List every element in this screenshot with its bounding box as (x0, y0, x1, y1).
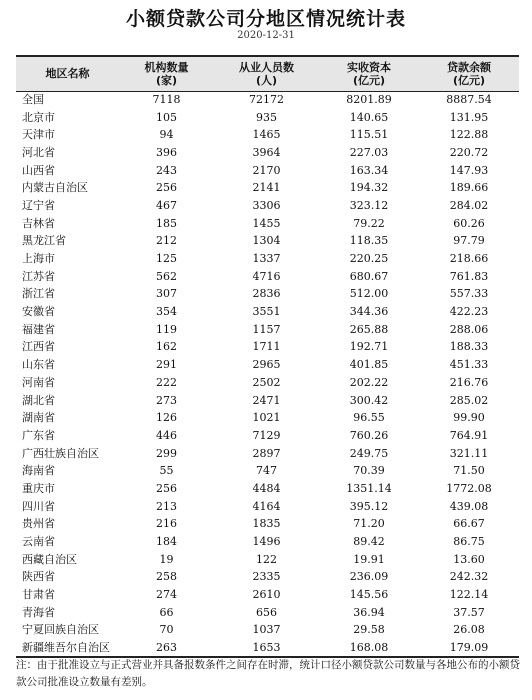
table-row (16, 409, 519, 427)
cell-employees: 1337 (252, 252, 281, 266)
table-body (16, 91, 519, 657)
table-row (16, 356, 519, 374)
cell-employees: 2335 (252, 570, 281, 584)
cell-institutions: 185 (156, 216, 177, 230)
cell-paid-in-capital: 36.94 (353, 605, 385, 619)
table-row (16, 91, 519, 109)
report-date: 2020-12-31 (237, 30, 295, 41)
cell-employees: 1835 (252, 517, 281, 531)
cell-institutions: 446 (156, 428, 177, 442)
cell-loan-balance: 220.72 (449, 145, 489, 159)
cell-loan-balance: 26.08 (453, 623, 485, 637)
cell-region: 北京市 (22, 110, 55, 124)
cell-paid-in-capital: 194.32 (349, 181, 389, 195)
cell-region: 青海省 (22, 605, 55, 619)
cell-paid-in-capital: 71.20 (353, 517, 385, 531)
cell-loan-balance: 764.91 (449, 428, 489, 442)
cell-employees: 1496 (252, 535, 281, 549)
cell-loan-balance: 761.83 (449, 269, 489, 283)
cell-employees: 4164 (252, 499, 281, 513)
cell-institutions: 94 (159, 128, 174, 142)
table-row (16, 286, 519, 304)
cell-employees: 1653 (214, 639, 319, 657)
cell-paid-in-capital: 202.22 (349, 375, 389, 389)
cell-paid-in-capital: 192.71 (349, 340, 389, 354)
cell-region: 海南省 (22, 464, 55, 478)
cell-loan-balance: 1772.08 (446, 481, 492, 495)
cell-region: 河北省 (22, 145, 55, 159)
cell-employees: 2836 (252, 287, 281, 301)
table-row (16, 374, 519, 392)
column-header-institutions: 机构数量 (家) (119, 56, 214, 91)
table-row (16, 321, 519, 339)
cell-loan-balance: 131.95 (449, 110, 489, 124)
cell-paid-in-capital: 70.39 (353, 464, 385, 478)
cell-institutions: 19 (159, 552, 174, 566)
table-header-row (16, 56, 519, 91)
cell-institutions: 105 (156, 110, 177, 124)
cell-loan-balance: 122.14 (449, 588, 489, 602)
cell-region: 内蒙古自治区 (22, 181, 88, 195)
cell-institutions: 162 (156, 340, 177, 354)
cell-paid-in-capital: 1351.14 (346, 481, 392, 495)
cell-employees: 2897 (252, 446, 281, 460)
cell-institutions: 467 (156, 198, 177, 212)
cell-employees: 7129 (252, 428, 281, 442)
cell-region: 重庆市 (22, 481, 55, 495)
cell-loan-balance: 218.66 (449, 252, 489, 266)
cell-institutions: 299 (156, 446, 177, 460)
table-row (16, 233, 519, 251)
cell-institutions: 216 (156, 517, 177, 531)
cell-loan-balance: 288.06 (449, 322, 489, 336)
column-header-region: 地区名称 (16, 56, 119, 91)
cell-loan-balance: 557.33 (449, 287, 489, 301)
cell-employees: 935 (256, 110, 277, 124)
cell-paid-in-capital: 680.67 (349, 269, 389, 283)
cell-paid-in-capital: 227.03 (349, 145, 389, 159)
cell-loan-balance: 122.88 (449, 128, 489, 142)
cell-employees: 122 (256, 552, 277, 566)
cell-institutions: 7118 (152, 93, 181, 107)
cell-institutions: 263 (119, 639, 214, 657)
cell-employees: 4716 (252, 269, 281, 283)
table-row (16, 339, 519, 357)
table-row (16, 179, 519, 197)
cell-loan-balance: 451.33 (449, 358, 489, 372)
table-row (16, 303, 519, 321)
table-row (16, 215, 519, 233)
statistics-table (16, 55, 519, 658)
cell-region: 云南省 (22, 535, 55, 549)
table-row (16, 162, 519, 180)
cell-loan-balance: 188.33 (449, 340, 489, 354)
cell-institutions: 70 (159, 623, 174, 637)
cell-loan-balance: 321.11 (449, 446, 489, 460)
cell-region: 吉林省 (22, 216, 55, 230)
cell-institutions: 243 (156, 163, 177, 177)
cell-employees: 747 (256, 464, 277, 478)
cell-paid-in-capital: 265.88 (349, 322, 389, 336)
page-title: 小额贷款公司分地区情况统计表 (125, 8, 406, 30)
cell-loan-balance: 189.66 (449, 181, 489, 195)
cell-region: 黑龙江省 (22, 234, 66, 248)
cell-loan-balance: 97.79 (453, 234, 485, 248)
cell-paid-in-capital: 118.35 (349, 234, 389, 248)
cell-region: 山西省 (22, 163, 55, 177)
cell-loan-balance: 60.26 (453, 216, 485, 230)
cell-region: 甘肃省 (22, 588, 55, 602)
cell-region: 安徽省 (22, 305, 55, 319)
table-row (16, 427, 519, 445)
cell-employees: 1037 (252, 623, 281, 637)
cell-loan-balance: 439.08 (449, 499, 489, 513)
cell-loan-balance: 66.67 (453, 517, 485, 531)
table-row (16, 109, 519, 127)
cell-institutions: 256 (156, 181, 177, 195)
cell-paid-in-capital: 96.55 (353, 411, 385, 425)
cell-institutions: 273 (156, 393, 177, 407)
cell-institutions: 125 (156, 252, 177, 266)
cell-paid-in-capital: 79.22 (353, 216, 385, 230)
cell-loan-balance: 86.75 (453, 535, 485, 549)
cell-institutions: 212 (156, 234, 177, 248)
column-header-loan-balance: 贷款余额 (亿元) (419, 56, 519, 91)
cell-paid-in-capital: 300.42 (349, 393, 389, 407)
cell-employees: 2965 (252, 358, 281, 372)
cell-institutions: 119 (156, 322, 177, 336)
cell-loan-balance: 179.09 (419, 639, 519, 657)
cell-paid-in-capital: 168.08 (319, 639, 419, 657)
cell-institutions: 126 (156, 411, 177, 425)
cell-employees: 72172 (249, 93, 284, 107)
cell-employees: 2141 (252, 181, 281, 195)
cell-institutions: 396 (156, 145, 177, 159)
table-row (16, 533, 519, 551)
cell-employees: 2610 (252, 588, 281, 602)
cell-region: 湖北省 (22, 393, 55, 407)
table-row (16, 551, 519, 569)
table-row (16, 392, 519, 410)
cell-paid-in-capital: 395.12 (349, 499, 389, 513)
cell-region: 福建省 (22, 322, 55, 336)
cell-employees: 3964 (252, 145, 281, 159)
cell-employees: 1157 (252, 322, 281, 336)
table-row (16, 144, 519, 162)
cell-region: 天津市 (22, 128, 55, 142)
table-row (16, 445, 519, 463)
cell-loan-balance: 216.76 (449, 375, 489, 389)
cell-loan-balance: 284.02 (449, 198, 489, 212)
cell-employees: 3306 (252, 198, 281, 212)
cell-region: 四川省 (22, 499, 55, 513)
cell-loan-balance: 242.32 (449, 570, 489, 584)
cell-region: 江西省 (22, 340, 55, 354)
table-row (16, 197, 519, 215)
cell-employees: 1711 (252, 340, 281, 354)
table-row (16, 268, 519, 286)
cell-institutions: 55 (159, 464, 174, 478)
cell-institutions: 274 (156, 588, 177, 602)
cell-paid-in-capital: 760.26 (349, 428, 389, 442)
cell-institutions: 258 (156, 570, 177, 584)
cell-employees: 2170 (252, 163, 281, 177)
cell-region: 河南省 (22, 375, 55, 389)
cell-region: 浙江省 (22, 287, 55, 301)
cell-institutions: 66 (159, 605, 174, 619)
cell-loan-balance: 422.23 (449, 305, 489, 319)
table-row (16, 639, 519, 657)
cell-loan-balance: 13.60 (453, 552, 485, 566)
cell-employees: 1304 (252, 234, 281, 248)
cell-institutions: 213 (156, 499, 177, 513)
cell-employees: 1021 (252, 411, 281, 425)
cell-region: 江苏省 (22, 269, 55, 283)
cell-paid-in-capital: 145.56 (349, 588, 389, 602)
cell-paid-in-capital: 236.09 (349, 570, 389, 584)
cell-employees: 2471 (252, 393, 281, 407)
cell-region: 新疆维吾尔自治区 (16, 639, 119, 657)
cell-institutions: 184 (156, 535, 177, 549)
cell-loan-balance: 8887.54 (446, 93, 492, 107)
cell-paid-in-capital: 29.58 (353, 623, 385, 637)
cell-paid-in-capital: 249.75 (349, 446, 389, 460)
cell-paid-in-capital: 89.42 (353, 535, 385, 549)
cell-loan-balance: 99.90 (453, 411, 485, 425)
cell-employees: 1455 (252, 216, 281, 230)
cell-loan-balance: 147.93 (449, 163, 489, 177)
cell-region: 湖南省 (22, 411, 55, 425)
cell-employees: 1465 (252, 128, 281, 142)
cell-employees: 3551 (252, 305, 281, 319)
cell-employees: 4484 (252, 481, 281, 495)
column-header-employees: 从业人员数 (人) (214, 56, 319, 91)
cell-loan-balance: 37.57 (453, 605, 485, 619)
table-row (16, 462, 519, 480)
table-row (16, 622, 519, 640)
cell-paid-in-capital: 512.00 (349, 287, 389, 301)
cell-region: 西藏自治区 (22, 552, 77, 566)
table-row (16, 250, 519, 268)
cell-paid-in-capital: 8201.89 (346, 93, 392, 107)
cell-region: 贵州省 (22, 517, 55, 531)
cell-region: 广东省 (22, 428, 55, 442)
cell-paid-in-capital: 323.12 (349, 198, 389, 212)
cell-institutions: 307 (156, 287, 177, 301)
cell-region: 山东省 (22, 358, 55, 372)
column-header-paid-in-capital: 实收资本 (亿元) (319, 56, 419, 91)
cell-institutions: 256 (156, 481, 177, 495)
cell-employees: 656 (256, 605, 277, 619)
cell-institutions: 222 (156, 375, 177, 389)
cell-region: 全国 (22, 93, 44, 107)
cell-paid-in-capital: 163.34 (349, 163, 389, 177)
cell-institutions: 562 (156, 269, 177, 283)
cell-paid-in-capital: 344.36 (349, 305, 389, 319)
cell-employees: 2502 (252, 375, 281, 389)
footnote: 注：由于批准设立与正式营业并具备报数条件之间存在时滞，统计口径小额贷款公司数量与各地公布的小额贷款公司批准设立数量有差别。 (16, 659, 520, 688)
table-row (16, 604, 519, 622)
cell-region: 上海市 (22, 252, 55, 266)
cell-institutions: 354 (156, 305, 177, 319)
cell-loan-balance: 71.50 (453, 464, 485, 478)
table-row (16, 480, 519, 498)
cell-region: 广西壮族自治区 (22, 446, 99, 460)
cell-region: 陕西省 (22, 570, 55, 584)
cell-paid-in-capital: 220.25 (349, 252, 389, 266)
table-row (16, 498, 519, 516)
table-row (16, 569, 519, 587)
cell-region: 宁夏回族自治区 (22, 623, 99, 637)
table-row (16, 586, 519, 604)
cell-institutions: 291 (156, 358, 177, 372)
cell-paid-in-capital: 115.51 (349, 128, 389, 142)
cell-paid-in-capital: 140.65 (349, 110, 389, 124)
table-row (16, 516, 519, 534)
cell-paid-in-capital: 401.85 (349, 358, 389, 372)
table-row (16, 126, 519, 144)
cell-loan-balance: 285.02 (449, 393, 489, 407)
cell-paid-in-capital: 19.91 (353, 552, 385, 566)
cell-region: 辽宁省 (22, 198, 55, 212)
